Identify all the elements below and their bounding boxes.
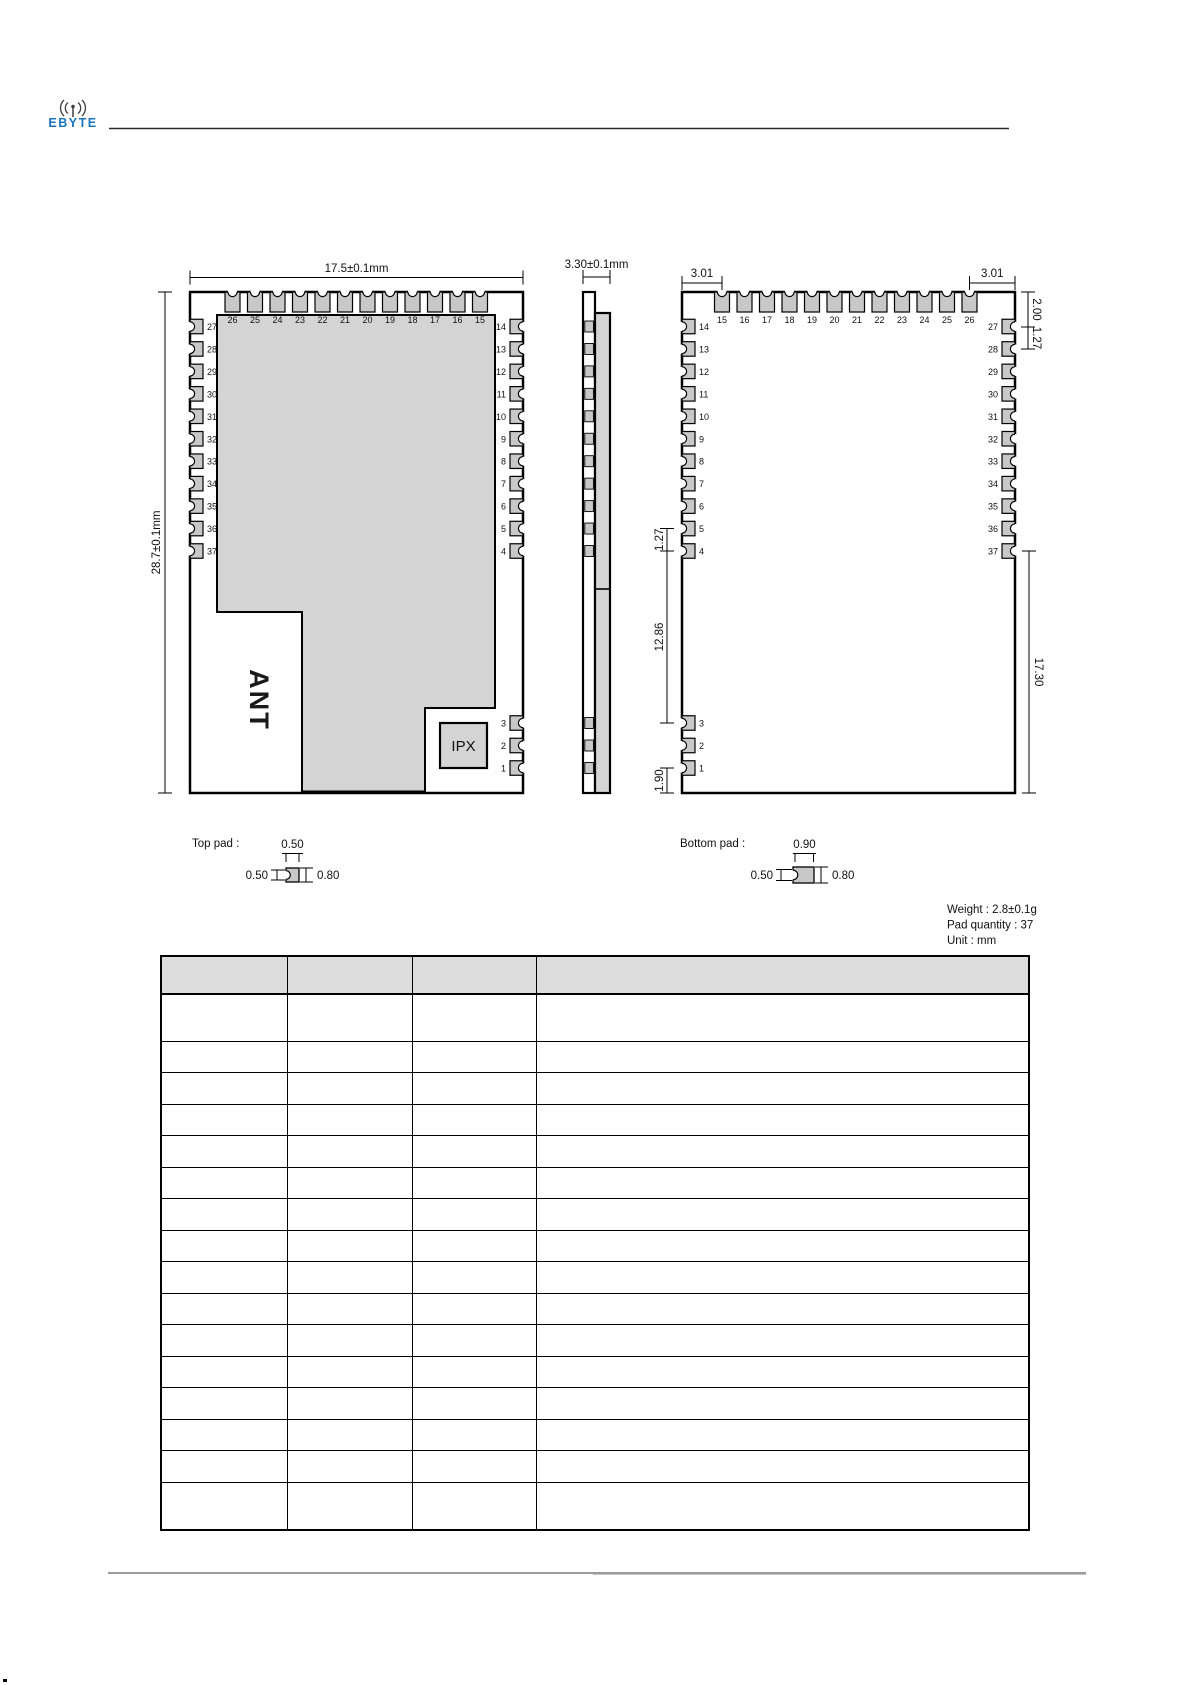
pad-number: 26: [964, 315, 975, 325]
pad-number: 14: [699, 322, 710, 332]
pad-number: 35: [987, 501, 998, 512]
table-cell: [536, 1293, 1029, 1325]
dim-label: 17.30: [1032, 657, 1044, 687]
table-cell: [536, 1325, 1029, 1357]
table-cell: [161, 994, 287, 1041]
table-cell: [412, 1293, 536, 1325]
table-row: [161, 1388, 1029, 1420]
pad-number: 10: [495, 411, 506, 422]
brand-name: EBYTE: [48, 116, 98, 130]
side-pad: [585, 343, 594, 354]
table-row: [161, 1483, 1029, 1531]
table-cell: [287, 1388, 412, 1420]
pad-number: 30: [987, 389, 998, 400]
pad-number: 1: [500, 763, 506, 774]
dim-label: 3.30±0.1mm: [564, 259, 629, 271]
dim-label: 0.50: [245, 870, 268, 882]
table-cell: [536, 994, 1029, 1041]
table-header-row: [161, 956, 1029, 994]
table-row: [161, 1451, 1029, 1483]
table-cell: [412, 1262, 536, 1294]
table-cell: [536, 1073, 1029, 1105]
table-cell: [161, 1230, 287, 1262]
side-pad: [585, 321, 594, 332]
pad-number: 27: [207, 322, 218, 332]
table-cell: [287, 1104, 412, 1136]
pad-number: 4: [500, 546, 506, 557]
table-cell: [161, 1073, 287, 1105]
dim-label: 0.90: [793, 839, 816, 851]
side-pad: [585, 763, 594, 774]
side-pad: [585, 718, 594, 729]
pad-number: 23: [896, 315, 908, 325]
pad-number: 21: [851, 315, 863, 325]
table-cell: [412, 1199, 536, 1231]
table-cell: [536, 1262, 1029, 1294]
pad-number: 17: [429, 315, 441, 325]
table-cell: [161, 1167, 287, 1199]
table-row: [161, 1136, 1029, 1168]
dim-label: 0.50: [281, 839, 304, 851]
table-cell: [161, 1483, 287, 1531]
table-cell: [412, 1483, 536, 1531]
table-cell: [412, 1041, 536, 1073]
pad-number: 23: [294, 315, 306, 325]
table-cell: [412, 1104, 536, 1136]
bottom-pad-detail-label: Bottom pad :: [680, 838, 746, 850]
table-row: [161, 994, 1029, 1041]
pad-number: 15: [716, 315, 728, 325]
pad-number: 30: [207, 389, 218, 400]
table-header-cell: [287, 956, 412, 994]
pad-number: 6: [699, 501, 705, 512]
note-line: Weight : 2.8±0.1g: [947, 904, 1037, 916]
table-cell: [161, 1262, 287, 1294]
table-cell: [536, 1167, 1029, 1199]
table-cell: [412, 1325, 536, 1357]
pad-number: 22: [317, 315, 328, 325]
pad-number: 8: [500, 456, 506, 467]
table-cell: [536, 1104, 1029, 1136]
side-pad: [585, 478, 594, 489]
table-cell: [161, 1388, 287, 1420]
table-body: [161, 994, 1029, 1530]
pad-number: 9: [699, 434, 705, 445]
top-pad-detail-label: Top pad :: [192, 838, 240, 850]
dim-label: 0.80: [317, 870, 340, 882]
note-line: Unit : mm: [947, 935, 997, 948]
table-cell: [412, 1136, 536, 1168]
side-pad: [585, 366, 594, 377]
table-cell: [287, 1136, 412, 1168]
brand-logo: [48, 100, 97, 130]
table-row: [161, 1104, 1029, 1136]
table-cell: [287, 1451, 412, 1483]
side-pad: [585, 433, 594, 444]
pad-number: 27: [987, 322, 998, 332]
pad-number: 14: [495, 322, 506, 332]
table-cell: [287, 994, 412, 1041]
pad-number: 8: [699, 456, 705, 467]
table-cell: [412, 994, 536, 1041]
table-cell: [287, 1199, 412, 1231]
table-row: [161, 1167, 1029, 1199]
table-row: [161, 1041, 1029, 1073]
pad-number: 35: [207, 501, 218, 512]
pad-number: 24: [272, 315, 283, 325]
table-cell: [536, 1356, 1029, 1388]
pad-number: 32: [987, 434, 998, 445]
dim-label: 1.27: [1030, 326, 1042, 350]
dim-label: 3.01: [981, 268, 1004, 280]
table-cell: [161, 1041, 287, 1073]
pad-number: 6: [500, 501, 506, 512]
table-cell: [287, 1230, 412, 1262]
pad-number: 19: [384, 315, 396, 325]
pad-number: 5: [500, 524, 506, 535]
pad-number: 13: [699, 344, 710, 355]
dim-label: 0.80: [832, 870, 855, 882]
table-cell: [412, 1356, 536, 1388]
page-corner-mark: [3, 1679, 7, 1682]
pad-number: 11: [496, 389, 506, 400]
pad-number: 19: [806, 315, 818, 325]
pad-number: 21: [339, 315, 351, 325]
table-cell: [536, 1451, 1029, 1483]
table-cell: [287, 1419, 412, 1451]
pad-number: 7: [699, 479, 705, 490]
table-cell: [287, 1325, 412, 1357]
table-cell: [536, 1041, 1029, 1073]
pad-number: 4: [699, 546, 705, 557]
pad-number: 2: [500, 741, 506, 751]
pad-number: 10: [699, 411, 710, 422]
side-pad: [585, 546, 594, 557]
pad-number: 1: [699, 763, 705, 774]
side-pad: [585, 501, 594, 512]
pad-number: 31: [207, 411, 218, 422]
table-cell: [412, 1388, 536, 1420]
table-row: [161, 1230, 1029, 1262]
table-cell: [536, 1388, 1029, 1420]
side-view-shield: [595, 313, 610, 793]
dimensions-table-grid: [160, 955, 1030, 1531]
table-cell: [161, 1104, 287, 1136]
pad-number: 7: [500, 479, 506, 490]
dim-label: 1.27: [654, 528, 666, 551]
table-row: [161, 1073, 1029, 1105]
footer-divider-segment: [593, 1574, 1086, 1575]
side-pad: [585, 388, 594, 399]
table-cell: [412, 1451, 536, 1483]
table-row: [161, 1199, 1029, 1231]
table-row: [161, 1419, 1029, 1451]
table-cell: [161, 1199, 287, 1231]
dim-label: 3.01: [690, 268, 714, 280]
dim-label: 28.7±0.1mm: [151, 510, 163, 575]
pad-number: 33: [207, 456, 218, 467]
pad-number: 37: [207, 546, 218, 557]
table-cell: [412, 1167, 536, 1199]
side-pad: [585, 740, 594, 751]
table-cell: [161, 1419, 287, 1451]
pad-number: 18: [407, 315, 418, 325]
pad-number: 29: [987, 366, 998, 377]
table-row: [161, 1262, 1029, 1294]
pad-number: 12: [495, 366, 506, 377]
pad-number: 9: [500, 434, 506, 445]
dim-label: 12.86: [654, 622, 666, 652]
table-cell: [287, 1483, 412, 1531]
pad-number: 24: [919, 315, 930, 325]
table-cell: [161, 1356, 287, 1388]
ipx-label: IPX: [451, 738, 476, 755]
pad-number: 13: [495, 344, 506, 355]
pad-number: 36: [207, 524, 218, 535]
pad-number: 3: [699, 718, 705, 729]
table-cell: [412, 1419, 536, 1451]
dim-label: 2.00: [1030, 298, 1042, 321]
pad-number: 32: [207, 434, 218, 445]
pad-number: 18: [784, 315, 795, 325]
table-cell: [161, 1293, 287, 1325]
pad-number: 20: [829, 315, 840, 325]
pad-number: 29: [207, 366, 218, 377]
table-cell: [536, 1230, 1029, 1262]
pad-number: 5: [699, 524, 705, 535]
table-cell: [161, 1451, 287, 1483]
table-cell: [287, 1073, 412, 1105]
table-cell: [287, 1262, 412, 1294]
pad-number: 25: [941, 315, 953, 325]
pad-number: 31: [987, 411, 998, 422]
dim-label: 17.5±0.1mm: [324, 263, 389, 275]
dimensions-table: [160, 955, 1030, 1531]
pad-number: 34: [207, 479, 218, 490]
table-row: [161, 1325, 1029, 1357]
pad-number: 11: [699, 389, 709, 400]
pad-number: 33: [987, 456, 998, 467]
pad-number: 20: [362, 315, 373, 325]
table-cell: [536, 1419, 1029, 1451]
table-cell: [287, 1356, 412, 1388]
side-pad: [585, 411, 594, 422]
pad-number: 12: [699, 366, 710, 377]
ant-label: ANT: [244, 669, 274, 731]
pad-number: 34: [987, 479, 998, 490]
pad-number: 2: [699, 741, 705, 751]
table-header-cell: [536, 956, 1029, 994]
table-cell: [536, 1199, 1029, 1231]
pad-number: 3: [500, 718, 506, 729]
dim-label: 0.50: [750, 870, 773, 882]
pad-number: 17: [761, 315, 773, 325]
pad-number: 22: [874, 315, 885, 325]
pad-number: 28: [987, 344, 998, 355]
table-cell: [161, 1325, 287, 1357]
table-cell: [161, 1136, 287, 1168]
pad-number: 26: [227, 315, 238, 325]
bottom-view-outline: [682, 292, 1015, 793]
table-cell: [287, 1293, 412, 1325]
note-line: Pad quantity : 37: [947, 919, 1034, 932]
table-cell: [287, 1041, 412, 1073]
pad-number: 15: [474, 315, 486, 325]
pad-number: 25: [249, 315, 261, 325]
table-row: [161, 1293, 1029, 1325]
side-pad: [585, 456, 594, 467]
antenna-icon: [61, 100, 86, 117]
table-cell: [536, 1483, 1029, 1531]
side-pad: [585, 523, 594, 534]
pad-number: 28: [207, 344, 218, 355]
table-header-cell: [161, 956, 287, 994]
table-cell: [536, 1136, 1029, 1168]
table-cell: [412, 1073, 536, 1105]
pad-number: 16: [739, 315, 750, 325]
pad-number: 36: [987, 524, 998, 535]
table-row: [161, 1356, 1029, 1388]
pad-number: 37: [987, 546, 998, 557]
table-header-cell: [412, 956, 536, 994]
dim-label: 1.90: [654, 769, 666, 792]
table-cell: [412, 1230, 536, 1262]
pad-number: 16: [452, 315, 463, 325]
table-cell: [287, 1167, 412, 1199]
